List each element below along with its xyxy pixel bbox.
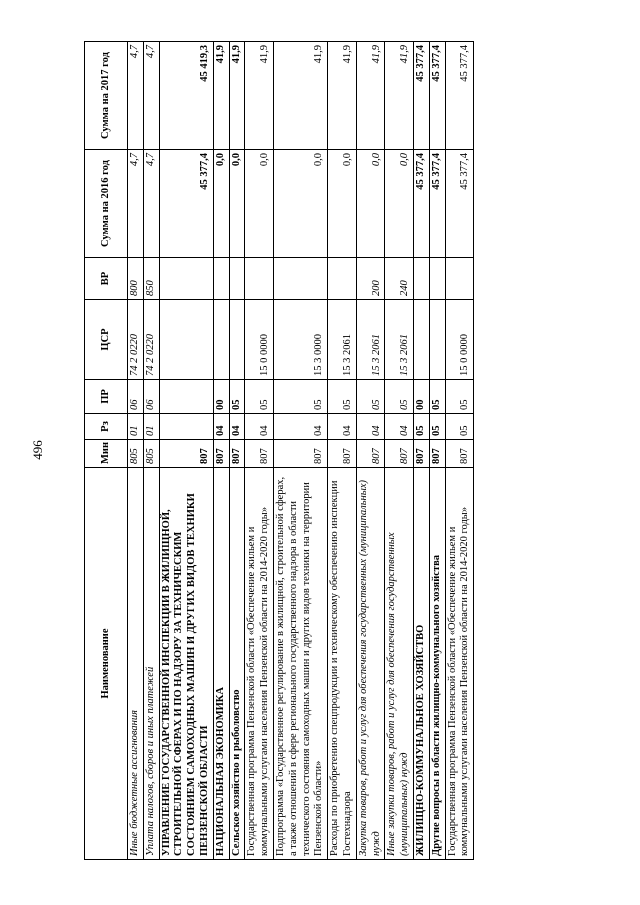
cell-expense-type (245, 258, 274, 300)
table-row (445, 42, 474, 860)
cell-sum-2017: 41,9 (356, 42, 385, 150)
cell-expense-type (413, 258, 429, 300)
cell-target (213, 300, 229, 380)
cell-section: 04 (273, 414, 327, 440)
cell-section: 04 (356, 414, 385, 440)
cell-target (229, 300, 245, 380)
cell-sum-2017: 45 377,4 (429, 42, 445, 150)
cell-section: 01 (143, 414, 159, 440)
cell-ministry: 807 (328, 440, 357, 468)
cell-target: 74 2 0220 (143, 300, 159, 380)
cell-expense-type: 850 (143, 258, 159, 300)
cell-sum-2017: 45 377,4 (445, 42, 474, 150)
cell-name: Государственная программа Пензенской области «Обеспечение жильем и коммунальными услугами населения Пензенской области на 2014-2020 годы» (245, 468, 274, 860)
cell-sum-2016: 0,0 (385, 150, 414, 258)
cell-ministry: 807 (385, 440, 414, 468)
cell-ministry: 807 (445, 440, 474, 468)
cell-subsection: 06 (143, 380, 159, 414)
cell-target (159, 300, 213, 380)
cell-section: 05 (445, 414, 474, 440)
header-sum-2017: Сумма на 2017 год (85, 42, 128, 150)
cell-sum-2016: 0,0 (245, 150, 274, 258)
cell-subsection: 05 (328, 380, 357, 414)
table-row (429, 42, 445, 860)
cell-sum-2017: 4,7 (143, 42, 159, 150)
cell-section: 04 (385, 414, 414, 440)
table-row (143, 42, 159, 860)
cell-name: Иные бюджетные ассигнования (128, 468, 144, 860)
cell-sum-2016: 45 377,4 (159, 150, 213, 258)
cell-name: Уплата налогов, сборов и иных платежей (143, 468, 159, 860)
cell-sum-2017: 41,9 (328, 42, 357, 150)
cell-target: 15 3 0000 (273, 300, 327, 380)
cell-sum-2016: 4,7 (143, 150, 159, 258)
cell-name: Закупка товаров, работ и услуг для обеспечения государственных (муниципальных) нужд (356, 468, 385, 860)
cell-expense-type: 800 (128, 258, 144, 300)
cell-sum-2016: 45 377,4 (429, 150, 445, 258)
budget-table (84, 41, 474, 860)
cell-section: 05 (413, 414, 429, 440)
cell-section (159, 414, 213, 440)
cell-expense-type: 240 (385, 258, 414, 300)
cell-sum-2016: 4,7 (128, 150, 144, 258)
cell-subsection: 05 (245, 380, 274, 414)
cell-expense-type (229, 258, 245, 300)
header-ministry: Мин (85, 440, 128, 468)
cell-subsection: 06 (128, 380, 144, 414)
cell-subsection: 05 (229, 380, 245, 414)
header-sum-2016: Сумма на 2016 год (85, 150, 128, 258)
cell-target: 15 3 2061 (328, 300, 357, 380)
cell-expense-type (273, 258, 327, 300)
cell-target (413, 300, 429, 380)
cell-sum-2016: 45 377,4 (445, 150, 474, 258)
table-header-row (85, 42, 128, 860)
cell-expense-type (159, 258, 213, 300)
table-body (128, 42, 474, 860)
cell-section: 04 (328, 414, 357, 440)
cell-sum-2016: 0,0 (356, 150, 385, 258)
cell-section: 04 (213, 414, 229, 440)
table-row (229, 42, 245, 860)
cell-subsection: 05 (385, 380, 414, 414)
cell-ministry: 807 (273, 440, 327, 468)
table-row (328, 42, 357, 860)
cell-sum-2016: 0,0 (328, 150, 357, 258)
cell-ministry: 807 (229, 440, 245, 468)
table-row (128, 42, 144, 860)
cell-ministry: 807 (159, 440, 213, 468)
cell-subsection (159, 380, 213, 414)
cell-sum-2017: 45 419,3 (159, 42, 213, 150)
cell-sum-2017: 41,9 (245, 42, 274, 150)
table-row (245, 42, 274, 860)
table-row (385, 42, 414, 860)
cell-target: 15 3 2061 (356, 300, 385, 380)
cell-name: Расходы по приобретению спецпродукции и техническому обеспечению инспекции Гостехнадзора (328, 468, 357, 860)
header-expense-type: ВР (85, 258, 128, 300)
cell-sum-2017: 41,9 (229, 42, 245, 150)
cell-sum-2016: 0,0 (273, 150, 327, 258)
cell-sum-2017: 45 377,4 (413, 42, 429, 150)
cell-target: 15 0 0000 (245, 300, 274, 380)
cell-expense-type (328, 258, 357, 300)
header-subsection: ПР (85, 380, 128, 414)
cell-expense-type (213, 258, 229, 300)
header-target: ЦСР (85, 300, 128, 380)
cell-target: 74 2 0220 (128, 300, 144, 380)
table-row (356, 42, 385, 860)
cell-name: УПРАВЛЕНИЕ ГОСУДАРСТВЕННОЙ ИНСПЕКЦИИ В ЖИЛИЩНОЙ, СТРОИТЕЛЬНОЙ СФЕРАХ И ПО НАДЗОРУ ЗА ТЕХНИЧЕСКИМ СОСТОЯНИЕМ САМОХОДНЫХ МАШИН И ДРУГИХ ВИДОВ ТЕХНИКИ ПЕНЗЕНСКОЙ ОБЛАСТИ (159, 468, 213, 860)
table-row (273, 42, 327, 860)
table-row (413, 42, 429, 860)
cell-ministry: 805 (128, 440, 144, 468)
cell-subsection: 05 (273, 380, 327, 414)
cell-name: ЖИЛИЩНО-КОММУНАЛЬНОЕ ХОЗЯЙСТВО (413, 468, 429, 860)
cell-target (429, 300, 445, 380)
header-section: Рз (85, 414, 128, 440)
cell-ministry: 807 (213, 440, 229, 468)
cell-ministry: 807 (245, 440, 274, 468)
cell-sum-2017: 41,9 (273, 42, 327, 150)
cell-sum-2016: 0,0 (213, 150, 229, 258)
cell-expense-type (429, 258, 445, 300)
cell-target: 15 0 0000 (445, 300, 474, 380)
cell-subsection: 00 (413, 380, 429, 414)
cell-section: 04 (245, 414, 274, 440)
cell-ministry: 807 (413, 440, 429, 468)
cell-sum-2017: 41,9 (385, 42, 414, 150)
cell-section: 04 (229, 414, 245, 440)
cell-sum-2017: 41,9 (213, 42, 229, 150)
header-name: Наименование (85, 468, 128, 860)
cell-expense-type: 200 (356, 258, 385, 300)
cell-ministry: 807 (429, 440, 445, 468)
cell-subsection: 05 (445, 380, 474, 414)
cell-name: Государственная программа Пензенской области «Обеспечение жильем и коммунальными услугами населения Пензенской области на 2014-2020 годы» (445, 468, 474, 860)
cell-name: Сельское хозяйство и рыболовство (229, 468, 245, 860)
cell-section: 05 (429, 414, 445, 440)
cell-sum-2016: 0,0 (229, 150, 245, 258)
cell-ministry: 807 (356, 440, 385, 468)
cell-name: Иные закупки товаров, работ и услуг для обеспечения государственных (муниципальных) нужд (385, 468, 414, 860)
cell-name: Другие вопросы в области жилищно-коммунального хозяйства (429, 468, 445, 860)
page-number: 496 (30, 440, 45, 460)
table-row (159, 42, 213, 860)
cell-sum-2016: 45 377,4 (413, 150, 429, 258)
cell-subsection: 05 (429, 380, 445, 414)
cell-section: 01 (128, 414, 144, 440)
table-row (213, 42, 229, 860)
cell-target: 15 3 2061 (385, 300, 414, 380)
cell-ministry: 805 (143, 440, 159, 468)
cell-expense-type (445, 258, 474, 300)
cell-subsection: 00 (213, 380, 229, 414)
cell-name: НАЦИОНАЛЬНАЯ ЭКОНОМИКА (213, 468, 229, 860)
budget-table-container (84, 42, 544, 860)
cell-name: Подпрограмма «Государственное регулирование в жилищной, строительной сферах, а также отношений в сфере регионального государственного надзора в области технического состояния самоходных машин и других видов техники на территории Пензенской области» (273, 468, 327, 860)
cell-subsection: 05 (356, 380, 385, 414)
cell-sum-2017: 4,7 (128, 42, 144, 150)
